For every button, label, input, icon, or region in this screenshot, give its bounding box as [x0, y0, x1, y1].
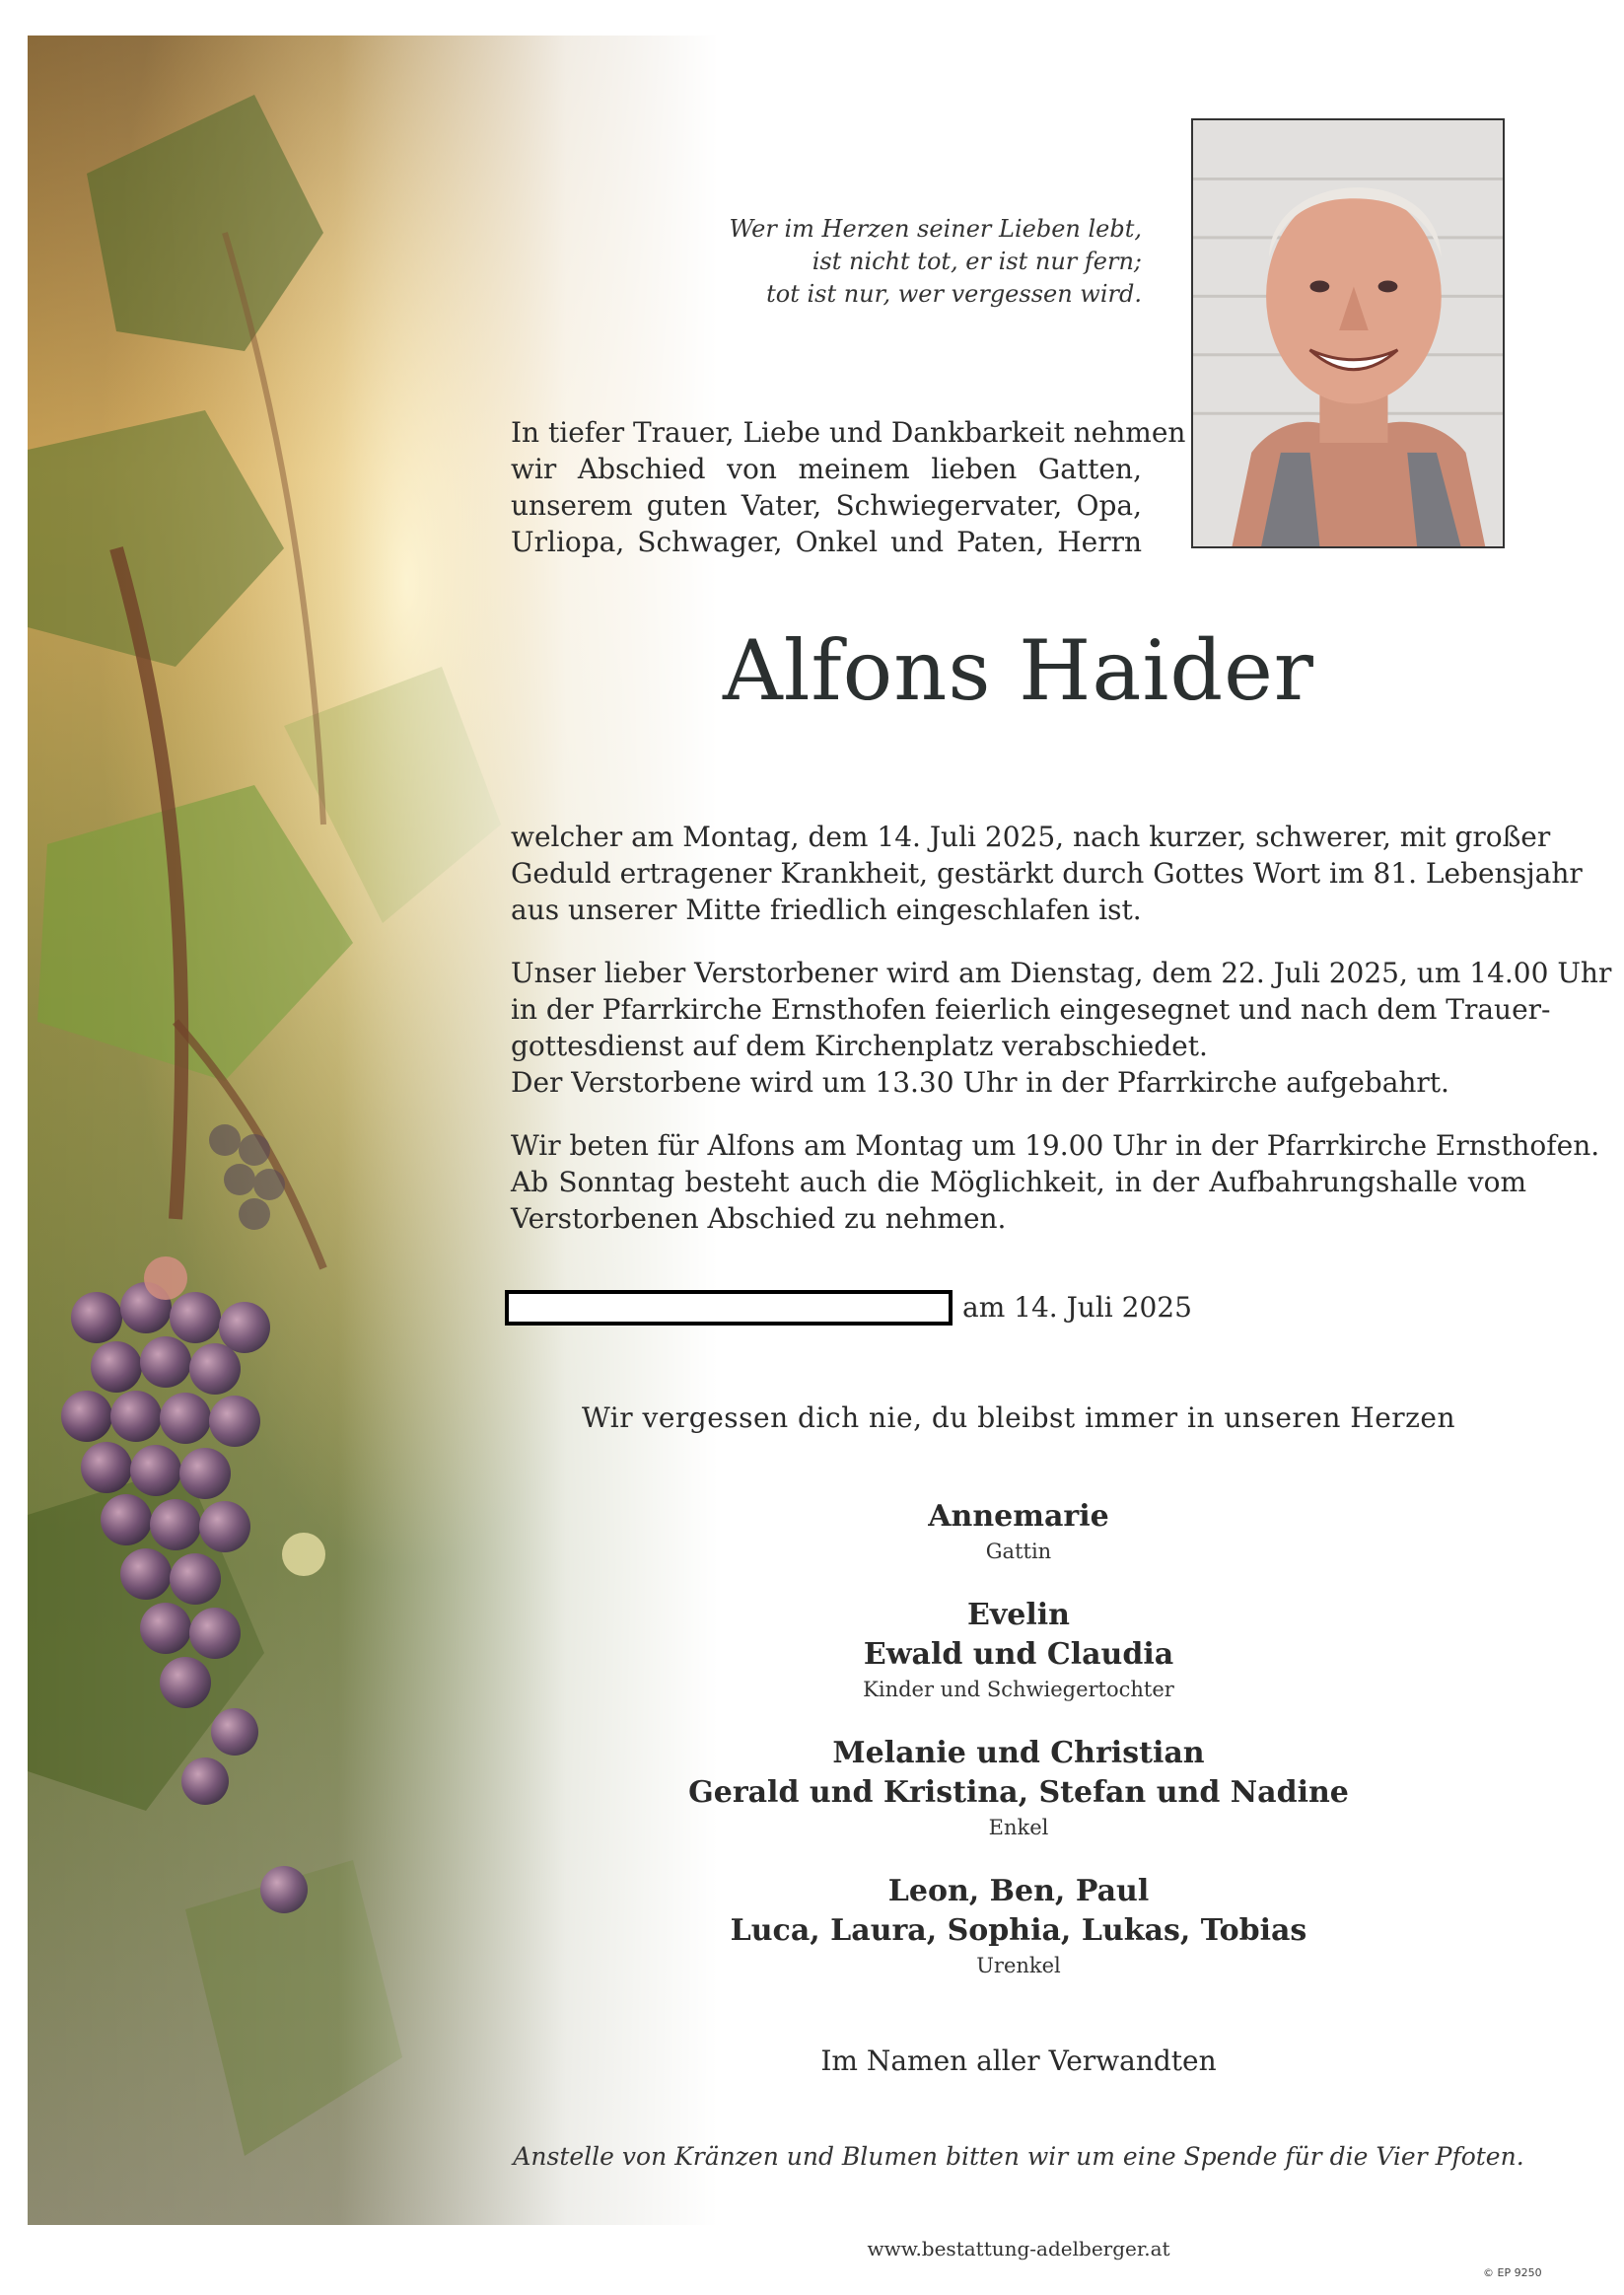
- redacted-place: [505, 1290, 953, 1326]
- paragraph-line: Ab Sonntag besteht auch die Möglichkeit, in der Aufbahrungshalle vom: [511, 1166, 1526, 1198]
- paragraph-line: Verstorbenen Abschied zu nehmen.: [511, 1202, 1007, 1235]
- memorial-quote: [631, 213, 1142, 311]
- paragraph-line: welcher am Montag, dem 14. Juli 2025, nach kurzer, schwerer, mit großer: [511, 821, 1551, 853]
- mourner-role: Kinder und Schwiegertochter: [863, 1678, 1174, 1701]
- quote-line: tot ist nur, wer vergessen wird.: [766, 280, 1142, 308]
- paragraph-line: Der Verstorbene wird um 13.30 Uhr in der Pfarrkirche aufgebahrt.: [511, 1066, 1449, 1099]
- mourners-list: [511, 1497, 1526, 2010]
- quote-line: ist nicht tot, er ist nur fern;: [812, 248, 1142, 275]
- portrait-photo: [1191, 118, 1505, 548]
- closing-line: Im Namen aller Verwandten: [820, 2044, 1217, 2077]
- paragraph-line: gottesdienst auf dem Kirchenplatz verabschiedet.: [511, 1030, 1208, 1062]
- mourner-group: [511, 1734, 1526, 1842]
- deceased-name: Alfons Haider: [723, 622, 1314, 719]
- mourner-names: Gerald und Kristina, Stefan und Nadine: [688, 1775, 1349, 1810]
- mourner-names: Annemarie: [928, 1499, 1109, 1534]
- mourner-role: Gattin: [985, 1540, 1052, 1563]
- paragraph-line: in der Pfarrkirche Ernsthofen feierlich eingesegnet und nach dem Trauer-: [511, 993, 1551, 1026]
- prayer-paragraph: [511, 1127, 1600, 1237]
- intro-line: In tiefer Trauer, Liebe und Dankbarkeit nehmen: [511, 416, 1186, 449]
- mourner-names: Evelin: [967, 1598, 1070, 1632]
- funeral-details-paragraph: [511, 955, 1612, 1101]
- funeral-home-website: www.bestattung-adelberger.at: [867, 2237, 1170, 2260]
- memorial-motto: Wir vergessen dich nie, du bleibst immer in unseren Herzen: [581, 1401, 1456, 1434]
- mourner-names: Ewald und Claudia: [863, 1637, 1174, 1672]
- donation-request: Anstelle von Kränzen und Blumen bitten wir um eine Spende für die Vier Pfoten.: [513, 2142, 1524, 2171]
- death-notice-paragraph: [511, 819, 1583, 928]
- mourner-group: [511, 1497, 1526, 1566]
- intro-text: [511, 414, 1186, 560]
- paragraph-line: Geduld ertragener Krankheit, gestärkt durch Gottes Wort im 81. Lebensjahr: [511, 857, 1583, 890]
- mourner-group: [511, 1596, 1526, 1704]
- paragraph-line: Wir beten für Alfons am Montag um 19.00 Uhr in der Pfarrkirche Ernsthofen.: [511, 1129, 1600, 1162]
- mourner-names: Luca, Laura, Sophia, Lukas, Tobias: [730, 1913, 1307, 1948]
- mourner-role: Enkel: [988, 1816, 1049, 1839]
- mourner-names: Melanie und Christian: [832, 1736, 1205, 1770]
- paragraph-line: Unser lieber Verstorbener wird am Dienstag, dem 22. Juli 2025, um 14.00 Uhr: [511, 957, 1612, 989]
- mourner-role: Urenkel: [976, 1954, 1061, 1977]
- person-portrait-icon: [1193, 120, 1503, 546]
- paragraph-line: aus unserer Mitte friedlich eingeschlafen ist.: [511, 894, 1142, 926]
- print-code: © EP 9250: [1483, 2266, 1542, 2279]
- mourner-group: [511, 1872, 1526, 1980]
- mourner-names: Leon, Ben, Paul: [887, 1874, 1150, 1908]
- quote-line: Wer im Herzen seiner Lieben lebt,: [729, 215, 1142, 243]
- intro-line: Urliopa, Schwager, Onkel und Paten, Herrn: [511, 526, 1142, 558]
- intro-line: unserem guten Vater, Schwiegervater, Opa,: [511, 489, 1142, 522]
- place-date-text: am 14. Juli 2025: [962, 1291, 1192, 1324]
- intro-line: wir Abschied von meinem lieben Gatten,: [511, 453, 1142, 485]
